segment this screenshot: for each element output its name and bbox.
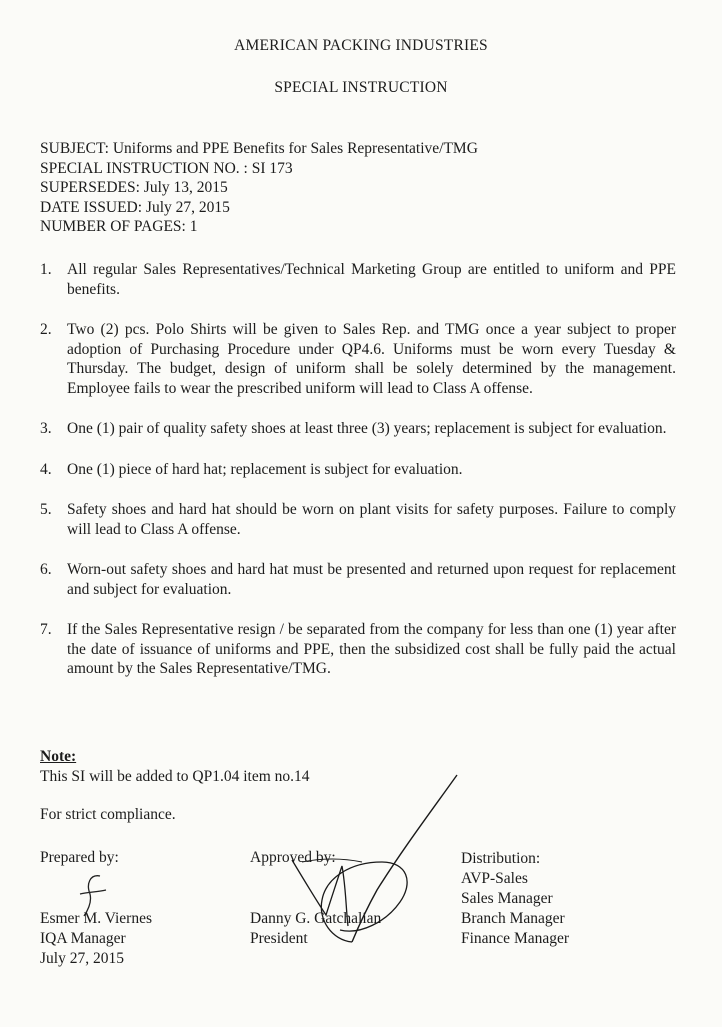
date-issued: DATE ISSUED: July 27, 2015 <box>40 198 230 216</box>
note-title: Note: <box>40 748 77 765</box>
document-type: SPECIAL INSTRUCTION <box>274 79 448 96</box>
number-of-pages: NUMBER OF PAGES: 1 <box>40 218 198 235</box>
distribution-item: Finance Manager <box>461 930 570 947</box>
item-text: If the Sales Representative resign / be separated from the company for less than one (1) year after the date of issuance of uniforms and PPE, then the subsidized cost shall be fully paid the actual amount by the Sales Representative/TMG. <box>67 621 676 677</box>
prepared-by-label: Prepared by: <box>40 849 119 866</box>
item-text: One (1) piece of hard hat; replacement is subject for evaluation. <box>67 460 463 478</box>
prepared-by-block <box>40 909 152 969</box>
instruction-list <box>40 260 676 700</box>
list-item <box>40 560 676 599</box>
item-text: One (1) pair of quality safety shoes at least three (3) years; replacement is subject for evaluation. <box>67 420 667 437</box>
distribution-item: Sales Manager <box>461 890 553 907</box>
approved-by-block <box>250 909 381 949</box>
document-meta <box>40 139 478 237</box>
list-item <box>40 260 676 299</box>
subject-line: SUBJECT: Uniforms and PPE Benefits for Sales Representative/TMG <box>40 140 478 157</box>
compliance-text: For strict compliance. <box>40 806 176 823</box>
item-number: 6. <box>40 561 52 578</box>
supersedes-line: SUPERSEDES: July 13, 2015 <box>40 179 228 196</box>
preparer-name: Esmer M. Viernes <box>40 910 152 927</box>
item-text: Safety shoes and hard hat should be worn on plant visits for safety purposes. Failure to comply will lead to Class A offense. <box>67 501 676 538</box>
list-item <box>40 419 676 439</box>
item-number: 4. <box>40 460 52 478</box>
item-number: 7. <box>40 621 52 638</box>
item-number: 3. <box>40 420 52 437</box>
note-block <box>40 747 310 786</box>
list-item <box>40 460 676 480</box>
item-number: 2. <box>40 321 52 338</box>
item-number: 5. <box>40 501 52 518</box>
distribution-item: Branch Manager <box>461 910 565 927</box>
distribution-block <box>461 849 569 949</box>
prepared-date: July 27, 2015 <box>40 950 124 967</box>
approver-title: President <box>250 930 308 947</box>
company-name: AMERICAN PACKING INDUSTRIES <box>234 37 488 54</box>
list-item <box>40 500 676 539</box>
distribution-label: Distribution: <box>461 850 541 867</box>
item-text: Two (2) pcs. Polo Shirts will be given to Sales Rep. and TMG once a year subject to proper adoption of Purchasing Procedure under QP4.6. Uniforms must be worn every Tuesday & Thursday. The budget, design of uniform shall be solely determined by the management. Employee fails to wear the prescribed uniform will lead to Class A offense. <box>67 321 676 397</box>
approver-name: Danny G. Gatchalian <box>250 910 382 927</box>
preparer-title: IQA Manager <box>40 930 126 947</box>
note-text: This SI will be added to QP1.04 item no.14 <box>40 767 310 785</box>
item-number: 1. <box>40 261 52 278</box>
si-number: SPECIAL INSTRUCTION NO. : SI 173 <box>40 159 293 177</box>
item-text: Worn-out safety shoes and hard hat must be presented and returned upon request for replacement and subject for evaluation. <box>67 561 676 598</box>
list-item <box>40 620 676 679</box>
list-item <box>40 320 676 398</box>
approved-by-label: Approved by: <box>250 849 336 866</box>
distribution-item: AVP-Sales <box>461 870 528 887</box>
item-text: All regular Sales Representatives/Technical Marketing Group are entitled to uniform and PPE benefits. <box>67 261 676 298</box>
